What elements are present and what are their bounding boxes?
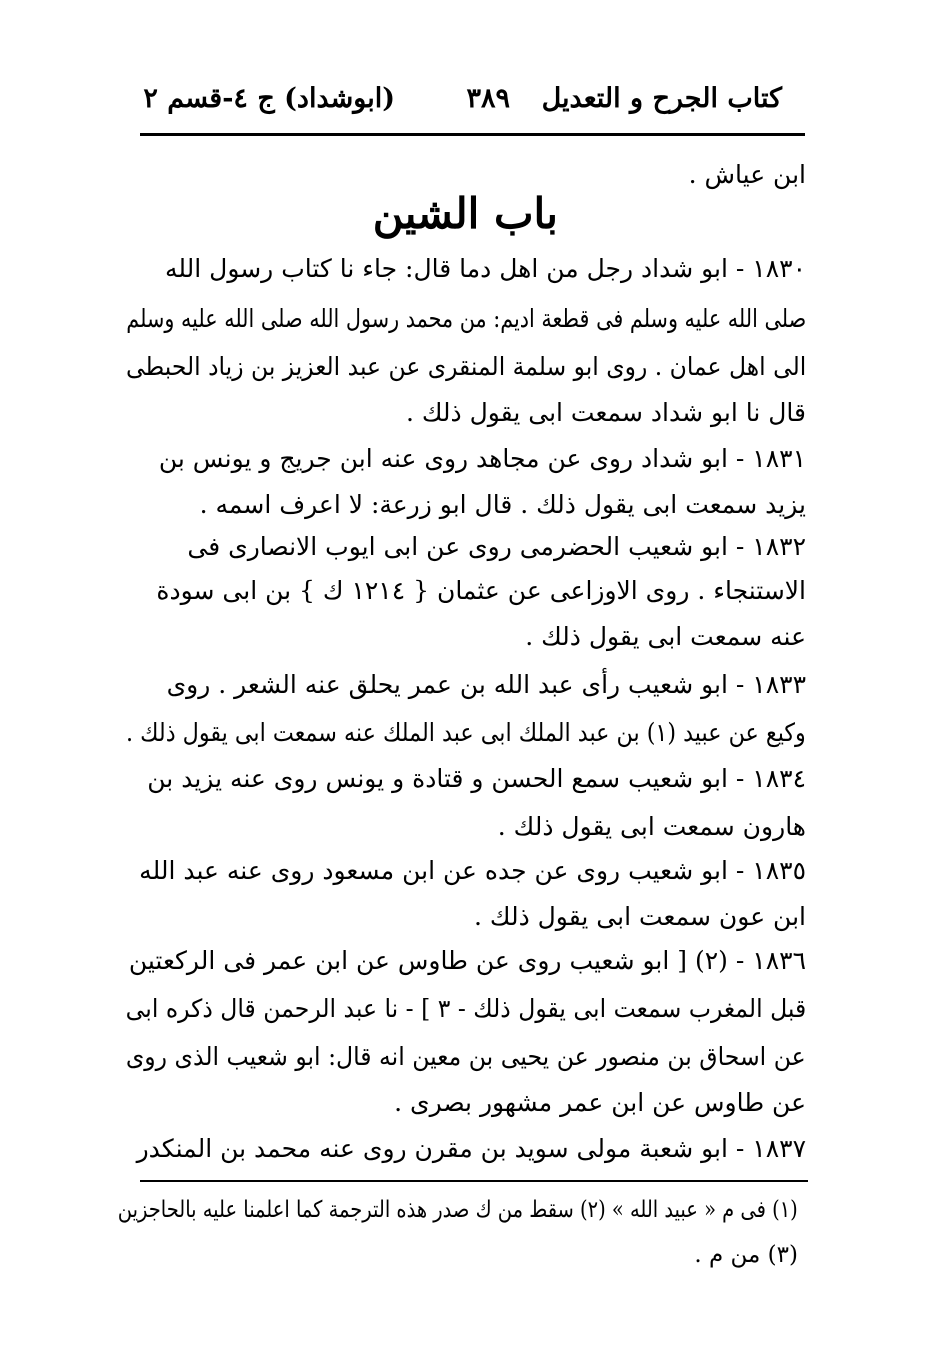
entry-line: قبل المغرب سمعت ابى يقول ذلك - ٣ ] - نا عبد الرحمن قال ذكره ابى bbox=[125, 994, 806, 1023]
entry-line: الاستنجاء . روى الاوزاعى عن عثمان { ١٢١٤ ك } بن ابى سودة bbox=[156, 576, 806, 605]
entry-line: عن اسحاق بن منصور عن يحيى بن معين انه قال: ابو شعيب الذى روى bbox=[126, 1042, 806, 1071]
entry-line: هارون سمعت ابى يقول ذلك . bbox=[497, 812, 806, 841]
entry-line: صلى الله عليه وسلم فى قطعة اديم: من محمد رسول الله صلى الله عليه وسلم bbox=[126, 304, 806, 333]
entry-line: ١٨٣١ - ابو شداد روى عن مجاهد روى عنه ابن جريج و يونس بن bbox=[158, 444, 806, 473]
section-reference: (ابوشداد) ج ٤-قسم ٢ bbox=[143, 83, 395, 114]
lead-line: ابن عياش . bbox=[688, 160, 806, 189]
entry-line: قال نا ابو شداد سمعت ابى يقول ذلك . bbox=[405, 398, 806, 427]
header-rule bbox=[140, 133, 805, 136]
entry-line: ابن عون سمعت ابى يقول ذلك . bbox=[473, 902, 806, 931]
entry-line: ١٨٣٦ - (٢) [ ابو شعيب روى عن طاوس عن ابن عمر فى الركعتين bbox=[128, 946, 806, 975]
footnote-line: (١) فى م « عبيد الله » (٢) سقط من ك صدر هذه الترجمة كما اعلمنا عليه بالحاجزين bbox=[118, 1197, 798, 1223]
entry-line: ١٨٣٣ - ابو شعيب رأى عبد الله بن عمر يحلق عنه الشعر . روى bbox=[166, 670, 806, 699]
page-number: ٣٨٩ bbox=[466, 83, 510, 114]
entry-line: عنه سمعت ابى يقول ذلك . bbox=[525, 622, 806, 651]
entry-line: عن طاوس عن ابن عمر مشهور بصرى . bbox=[394, 1088, 806, 1117]
entry-line: ١٨٣٤ - ابو شعيب سمع الحسن و قتادة و يونس روى عنه يزيد بن bbox=[147, 764, 806, 793]
entry-line: ١٨٣٧ - ابو شعبة مولى سويد بن مقرن روى عنه محمد بن المنكدر bbox=[136, 1134, 806, 1163]
book-title: كتاب الجرح و التعديل bbox=[541, 83, 782, 114]
entry-line: يزيد سمعت ابى يقول ذلك . قال ابو زرعة: لا اعرف اسمه . bbox=[199, 490, 806, 519]
entry-line: وكيع عن عبيد (١) بن عبد الملك ابى عبد الملك عنه سمعت ابى يقول ذلك . bbox=[126, 718, 806, 747]
entry-line: ١٨٣٠ - ابو شداد رجل من اهل دما قال: جاء نا كتاب رسول الله bbox=[164, 254, 806, 283]
chapter-title: باب الشين bbox=[372, 189, 558, 238]
footnote-rule bbox=[140, 1180, 808, 1182]
entry-line: ١٨٣٢ - ابو شعيب الحضرمى روى عن ابى ايوب الانصارى فى bbox=[187, 532, 806, 561]
entry-line: الى اهل عمان . روى ابو سلمة المنقرى عن عبد العزيز بن زياد الحبطى bbox=[125, 352, 806, 381]
entry-line: ١٨٣٥ - ابو شعيب روى عن جده عن ابن مسعود روى عنه عبد الله bbox=[139, 856, 806, 885]
footnote-line: (٣) من م . bbox=[694, 1242, 798, 1268]
